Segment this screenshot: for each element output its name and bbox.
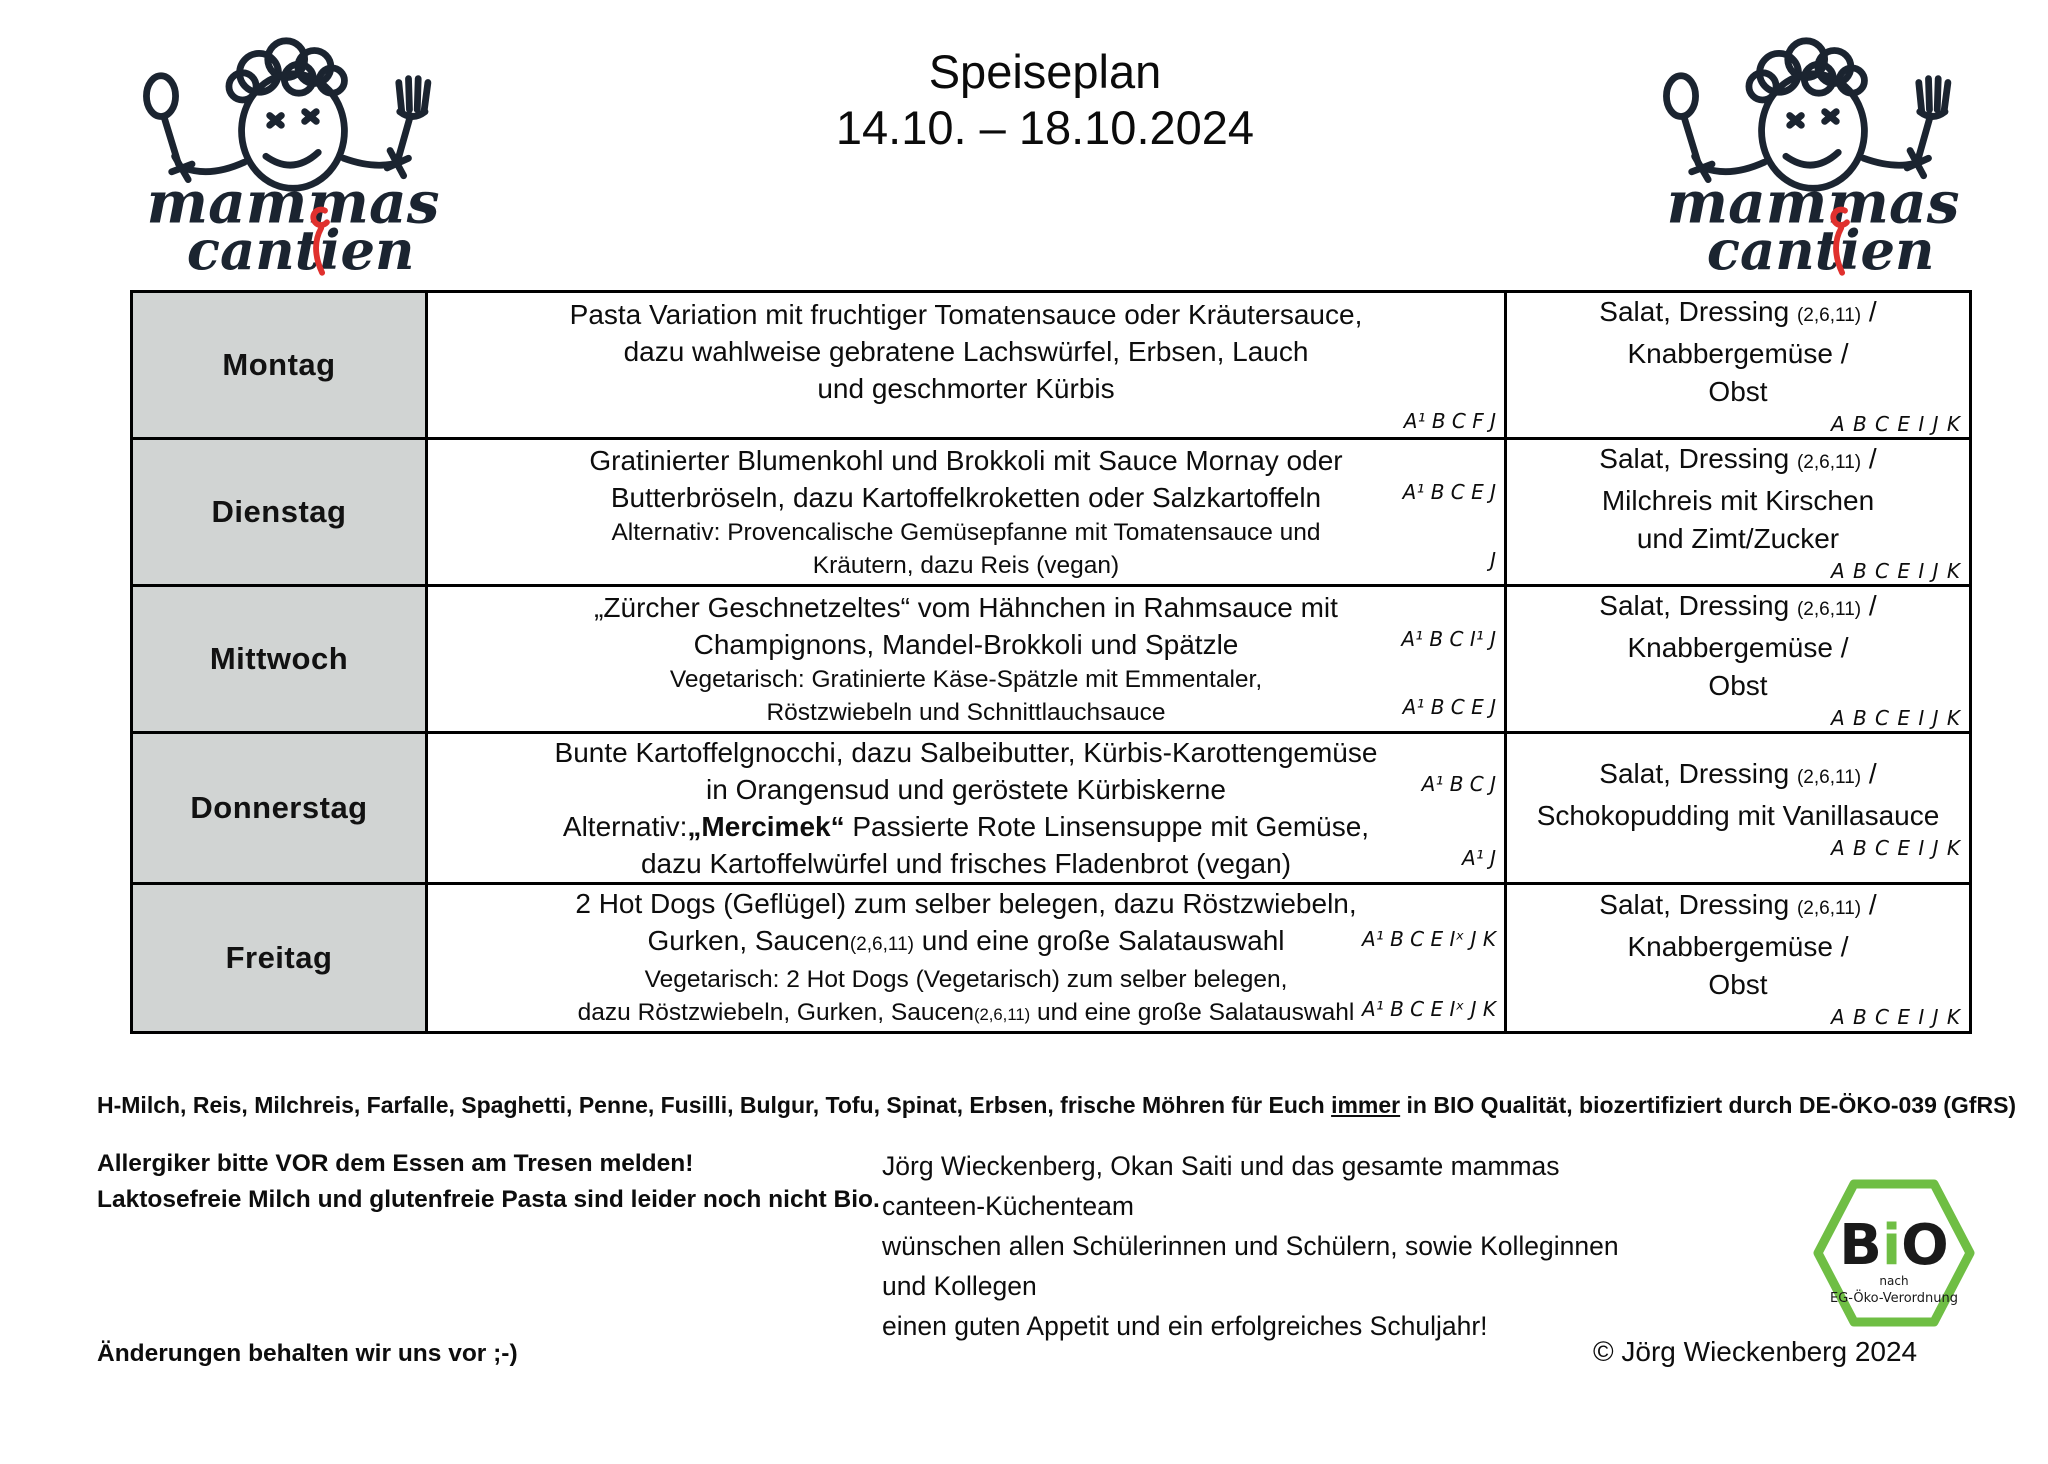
- menu-cell-freitag: [427, 884, 1506, 1033]
- change-disclaimer: Änderungen behalten wir uns vor ;-): [97, 1340, 518, 1367]
- text-segment: und eine große Salatauswahl: [1030, 999, 1355, 1026]
- text-segment: (2,6,11): [849, 934, 915, 955]
- text-segment: Knabbergemüse /: [1627, 338, 1849, 369]
- side-cell-mittwoch: [1506, 586, 1971, 733]
- allergy-note-line2: Laktosefreie Milch und glutenfreie Pasta sind leider noch nicht Bio.: [97, 1186, 880, 1213]
- greeting-line: wünschen allen Schülerinnen und Schülern, sowie Kolleginnen und Kollegen: [882, 1231, 1619, 1301]
- day-label-donnerstag: Donnerstag: [132, 733, 427, 884]
- text-segment: H-Milch, Reis, Milchreis, Farfalle, Spaghetti, Penne, Fusilli, Bulgur, Tofu, Spinat, Erbsen, frische Möhren für Euch: [97, 1092, 1332, 1118]
- text-segment: Obst: [1708, 376, 1768, 407]
- greeting-text: [882, 1146, 1642, 1346]
- text-segment: Alternativ:: [562, 811, 688, 842]
- menu-line: [428, 963, 1504, 996]
- text-segment: „Mercimek“: [687, 811, 845, 842]
- menu-cell-dienstag: [427, 439, 1506, 586]
- text-segment: Vegetarisch: 2 Hot Dogs (Vegetarisch) zum selber belegen,: [644, 966, 1288, 993]
- text-segment: /: [1861, 443, 1877, 474]
- side-line: [1507, 482, 1969, 520]
- text-segment: Gurken, Saucen: [647, 925, 850, 956]
- allergen-code: A B C E I J K: [1830, 836, 1961, 860]
- allergen-code: A¹ B C I¹ J: [1401, 627, 1496, 651]
- text-segment: Pasta Variation mit fruchtiger Tomatensauce oder Kräutersauce,: [569, 298, 1363, 330]
- text-segment: dazu Röstzwiebeln, Gurken, Saucen: [577, 999, 974, 1026]
- menu-line: [428, 922, 1504, 963]
- text-segment: Schokopudding mit Vanillasauce: [1536, 800, 1940, 831]
- text-segment: Alternativ: Provencalische Gemüsepfanne mit Tomatensauce und: [611, 519, 1321, 546]
- mammas-canteen-logo: [128, 22, 458, 277]
- side-line: [1507, 373, 1969, 411]
- menu-line: [428, 370, 1504, 407]
- menu-line: [428, 808, 1504, 845]
- side-cell-freitag: [1506, 884, 1971, 1033]
- allergen-code: A¹ B C E Iˣ J K: [1362, 927, 1496, 951]
- menu-cell-montag: [427, 292, 1506, 439]
- allergen-code: A B C E I J K: [1830, 412, 1961, 436]
- side-cell-dienstag: [1506, 439, 1971, 586]
- menu-row-freitag: [132, 884, 1971, 1033]
- bio-seal-label: BiO: [1839, 1213, 1949, 1278]
- text-segment: und geschmorter Kürbis: [817, 372, 1115, 404]
- day-label-montag: Montag: [132, 292, 427, 439]
- side-line: [1507, 667, 1969, 705]
- text-segment: in Orangensud und geröstete Kürbiskerne: [706, 774, 1226, 805]
- menu-line: [428, 516, 1504, 549]
- text-segment: Passierte Rote Linsensuppe mit Gemüse,: [844, 811, 1370, 842]
- menu-line: [428, 845, 1504, 882]
- side-line: [1507, 293, 1969, 335]
- text-segment: Salat, Dressing: [1599, 590, 1797, 621]
- menu-line: [428, 996, 1504, 1031]
- page-title: [440, 44, 1650, 156]
- text-segment: /: [1861, 296, 1877, 327]
- menu-line: [428, 296, 1504, 333]
- allergen-code: A B C E I J K: [1830, 559, 1961, 583]
- text-segment: und eine große Salatauswahl: [914, 925, 1285, 956]
- text-segment: Vegetarisch: Gratinierte Käse-Spätzle mit Emmentaler,: [669, 666, 1263, 693]
- greeting-line: einen guten Appetit und ein erfolgreiches Schuljahr!: [882, 1311, 1488, 1341]
- text-segment: Butterbröseln, dazu Kartoffelkroketten oder Salzkartoffeln: [610, 482, 1322, 513]
- allergen-code: A¹ B C E J: [1402, 480, 1496, 504]
- bio-seal-icon: [1812, 1178, 1976, 1328]
- mammas-canteen-logo: [1648, 22, 1978, 277]
- text-segment: /: [1861, 889, 1877, 920]
- bio-seal-sub2: EG-Öko-Verordnung: [1830, 1291, 1958, 1306]
- day-label-mittwoch: Mittwoch: [132, 586, 427, 733]
- menu-line: [428, 333, 1504, 370]
- text-segment: Obst: [1708, 969, 1768, 1000]
- text-segment: dazu wahlweise gebratene Lachswürfel, Erbsen, Lauch: [623, 335, 1309, 367]
- menu-cell-donnerstag: [427, 733, 1506, 884]
- bio-seal-sub1: nach: [1879, 1274, 1909, 1288]
- text-segment: immer: [1331, 1092, 1401, 1118]
- text-segment: Bunte Kartoffelgnocchi, dazu Salbeibutter, Kürbis-Karottengemüse: [554, 737, 1378, 768]
- text-segment: 2 Hot Dogs (Geflügel) zum selber belegen, dazu Röstzwiebeln,: [575, 888, 1357, 919]
- text-segment: dazu Kartoffelwürfel und frisches Fladenbrot (vegan): [640, 848, 1292, 879]
- allergen-code: A¹ B C E Iˣ J K: [1362, 997, 1496, 1021]
- allergen-code: A B C E I J K: [1830, 706, 1961, 730]
- text-segment: (2,6,11): [1796, 767, 1862, 788]
- menu-row-montag: [132, 292, 1971, 439]
- side-line: [1507, 886, 1969, 928]
- menu-row-dienstag: [132, 439, 1971, 586]
- allergen-code: A¹ B C E J: [1402, 695, 1496, 719]
- text-segment: (2,6,11): [1796, 599, 1862, 620]
- text-segment: in BIO Qualität, biozertifiziert durch DE-ÖKO-039 (GfRS): [1400, 1092, 2017, 1118]
- text-segment: Röstzwiebeln und Schnittlauchsauce: [766, 699, 1166, 726]
- menu-line: [428, 734, 1504, 771]
- side-line: [1507, 966, 1969, 1004]
- side-line: [1507, 335, 1969, 373]
- allergen-code: A¹ J: [1462, 846, 1496, 870]
- menu-line: [428, 663, 1504, 696]
- text-segment: Salat, Dressing: [1599, 443, 1797, 474]
- text-segment: (2,6,11): [1796, 898, 1862, 919]
- text-segment: und Zimt/Zucker: [1636, 523, 1840, 554]
- menu-line: [428, 696, 1504, 729]
- menu-row-mittwoch: [132, 586, 1971, 733]
- text-segment: Gratinierter Blumenkohl und Brokkoli mit Sauce Mornay oder: [589, 445, 1343, 476]
- side-line: [1507, 629, 1969, 667]
- menu-line: [428, 549, 1504, 582]
- menu-line: [428, 771, 1504, 808]
- text-segment: (2,6,11): [973, 1005, 1031, 1024]
- text-segment: Salat, Dressing: [1599, 889, 1797, 920]
- text-segment: Salat, Dressing: [1599, 758, 1797, 789]
- greeting-line: Jörg Wieckenberg, Okan Saiti und das gesamte mammas canteen-Küchenteam: [882, 1151, 1560, 1221]
- allergen-code: A¹ B C F J: [1403, 408, 1496, 433]
- weekly-menu-table: [130, 290, 1972, 1034]
- menu-line: [428, 479, 1504, 516]
- side-line: [1507, 440, 1969, 482]
- text-segment: Salat, Dressing: [1599, 296, 1797, 327]
- menu-cell-mittwoch: [427, 586, 1506, 733]
- bio-quality-note: [97, 1090, 2017, 1120]
- text-segment: „Zürcher Geschnetzeltes“ vom Hähnchen in Rahmsauce mit: [594, 592, 1338, 623]
- menu-row-donnerstag: [132, 733, 1971, 884]
- text-segment: /: [1861, 758, 1877, 789]
- side-line: [1507, 928, 1969, 966]
- copyright: © Jörg Wieckenberg 2024: [1593, 1336, 1918, 1367]
- text-segment: (2,6,11): [1796, 452, 1862, 473]
- allergen-code: J: [1490, 548, 1496, 572]
- side-line: [1507, 520, 1969, 558]
- text-segment: /: [1861, 590, 1877, 621]
- text-segment: Obst: [1708, 670, 1768, 701]
- menu-line: [428, 442, 1504, 479]
- allergen-code: A¹ B C J: [1421, 772, 1496, 796]
- menu-line: [428, 626, 1504, 663]
- text-segment: Kräutern, dazu Reis (vegan): [812, 552, 1120, 579]
- side-cell-donnerstag: [1506, 733, 1971, 884]
- side-line: [1507, 755, 1969, 797]
- allergen-code: A B C E I J K: [1830, 1005, 1961, 1029]
- text-segment: Milchreis mit Kirschen: [1601, 485, 1875, 516]
- day-label-freitag: Freitag: [132, 884, 427, 1033]
- side-line: [1507, 797, 1969, 835]
- side-line: [1507, 587, 1969, 629]
- allergy-note: [97, 1146, 880, 1218]
- menu-line: [428, 589, 1504, 626]
- title-text: Speiseplan: [928, 45, 1162, 98]
- menu-line: [428, 885, 1504, 922]
- text-segment: Knabbergemüse /: [1627, 931, 1849, 962]
- title-date-range: 14.10. – 18.10.2024: [835, 101, 1255, 154]
- allergy-note-line1: Allergiker bitte VOR dem Essen am Tresen melden!: [97, 1150, 694, 1177]
- side-cell-montag: [1506, 292, 1971, 439]
- text-segment: Knabbergemüse /: [1627, 632, 1849, 663]
- text-segment: Champignons, Mandel-Brokkoli und Spätzle: [693, 629, 1239, 660]
- text-segment: (2,6,11): [1796, 305, 1862, 326]
- day-label-dienstag: Dienstag: [132, 439, 427, 586]
